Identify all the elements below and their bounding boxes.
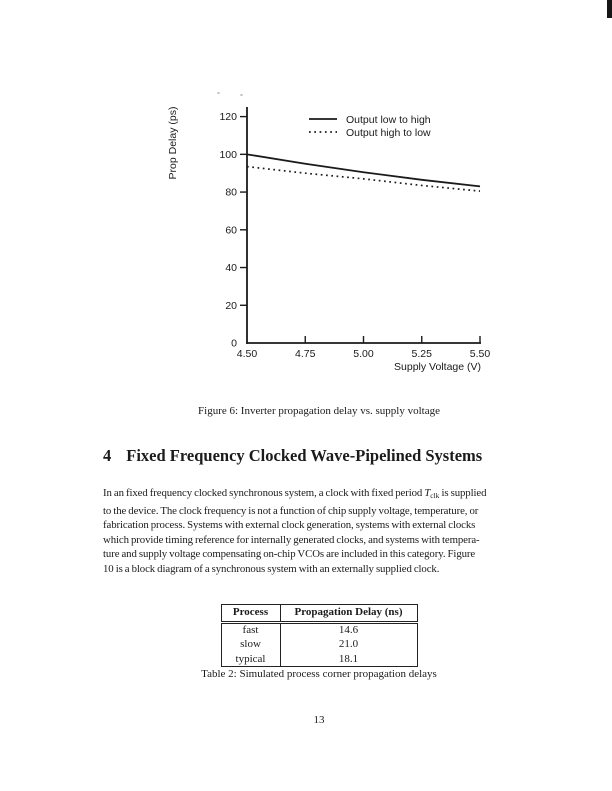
x-axis-label: Supply Voltage (V): [394, 361, 481, 373]
table-cell: 14.6: [280, 624, 417, 638]
table-cell: typical: [235, 652, 266, 665]
table-header-process: Process: [232, 605, 269, 618]
table-cell: fast: [242, 624, 259, 636]
table-header-row: [221, 604, 418, 622]
table-cell: 18.1: [280, 652, 417, 666]
body-paragraph: [103, 486, 536, 577]
y-tick-label: 60: [225, 224, 237, 237]
legend-label: Output low to high: [346, 113, 431, 126]
table-cell: slow: [240, 638, 261, 651]
page-number: 13: [313, 714, 325, 726]
x-tick-label: 4.75: [295, 348, 316, 360]
propagation-delay-chart: [0, 0, 612, 395]
y-tick-label: 0: [231, 337, 237, 350]
y-tick-label: 100: [219, 148, 237, 161]
table-header-delay: Propagation Delay (ns): [280, 605, 417, 621]
series-line-solid: [247, 154, 480, 186]
paragraph-line: In an fixed frequency clocked synchronous system, a clock with fixed period $T_{clk}$ is supplied: [103, 487, 487, 500]
paragraph-line: to the device. The clock frequency is not a function of chip supply voltage, temperature, or: [103, 504, 479, 517]
y-tick-label: 20: [225, 299, 237, 312]
section-title: Fixed Frequency Clocked Wave-Pipelined Systems: [126, 446, 483, 465]
figure-caption: Figure 6: Inverter propagation delay vs. supply voltage: [198, 405, 440, 417]
y-tick-label: 120: [219, 111, 237, 124]
y-axis-label: Prop Delay (ps): [167, 106, 179, 180]
x-tick-label: 5.00: [353, 348, 374, 360]
x-tick-label: 5.25: [411, 348, 432, 360]
y-tick-label: 40: [225, 262, 237, 275]
paragraph-line: 10 is a block diagram of a synchronous system with an externally supplied clock.: [103, 562, 440, 575]
legend-label: Output high to low: [346, 126, 431, 139]
x-tick-label: 4.50: [236, 348, 258, 360]
section-number: 4: [103, 446, 112, 465]
paragraph-line: fabrication process. Systems with external clock generation, systems with external clocks: [103, 519, 476, 532]
y-tick-label: 80: [225, 186, 237, 199]
process-corner-table: [103, 604, 535, 667]
paragraph-line: ture and supply voltage compensating on-chip VCOs are included in this category. Figure: [103, 548, 476, 561]
section-heading: [103, 446, 543, 466]
table-body: [221, 623, 418, 668]
table-cell: 21.0: [280, 638, 417, 652]
paragraph-line: which provide timing reference for internally generated clocks, and systems with tempera-: [103, 533, 480, 546]
table-caption: Table 2: Simulated process corner propagation delays: [201, 668, 437, 680]
x-tick-label: 5.50: [469, 348, 491, 360]
series-line-dotted: [247, 167, 480, 192]
